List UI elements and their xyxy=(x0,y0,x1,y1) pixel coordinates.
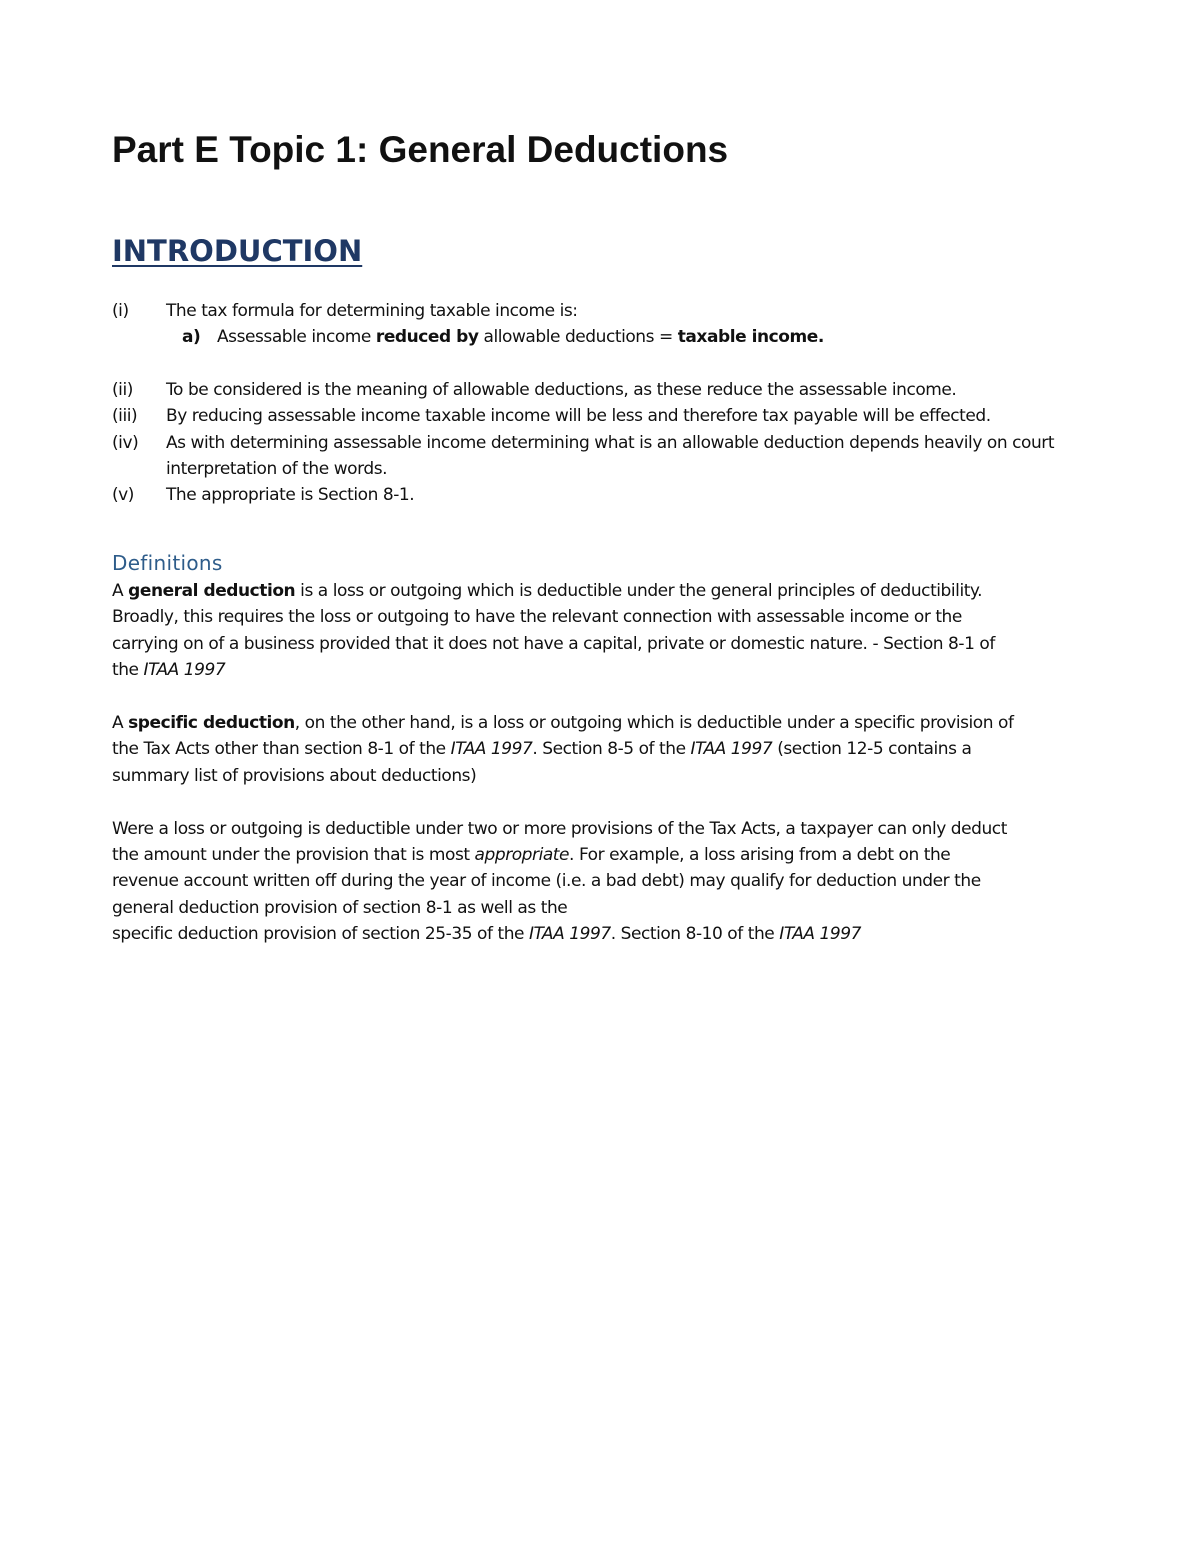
text-run: specific deduction provision of section 25-35 of the xyxy=(112,924,529,945)
list-item-number: (v) xyxy=(112,485,134,506)
text-line: Broadly, this requires the loss or outgoing to have the relevant connection with assessable income or the xyxy=(112,607,962,628)
list-item-text: By reducing assessable income taxable income will be less and therefore tax payable will be effected. xyxy=(166,406,991,427)
text-run: (section 12-5 contains a xyxy=(772,739,972,760)
list-item-text: As with determining assessable income determining what is an allowable deduction depends heavily on court interpretation of the words. xyxy=(166,432,1055,480)
list-item-text: The appropriate is Section 8-1. xyxy=(166,485,415,506)
list-item xyxy=(112,298,1082,324)
text-run: the amount under the provision that is most xyxy=(112,845,475,866)
text-run: A xyxy=(112,581,129,601)
list-item-number: (iv) xyxy=(112,432,139,453)
list-item xyxy=(112,403,1082,429)
italic-act-name: ITAA 1997 xyxy=(779,924,861,945)
text-run: . For example, a loss arising from a debt on the xyxy=(569,845,951,866)
paragraph-multiple-provisions xyxy=(112,816,1084,948)
definitions-body xyxy=(112,578,1084,948)
text-run: is a loss or outgoing which is deductible under the general principles of deductibility. xyxy=(295,581,983,601)
italic-act-name: ITAA 1997 xyxy=(528,924,611,945)
introduction-list xyxy=(112,298,1082,509)
text-line: summary list of provisions about deductions) xyxy=(112,765,477,786)
sub-item-text: allowable deductions = xyxy=(478,327,678,348)
list-item xyxy=(112,377,1082,403)
bold-term: specific deduction xyxy=(128,713,295,734)
introduction-heading: INTRODUCTION xyxy=(112,234,363,268)
sub-item-bold-text: taxable income. xyxy=(677,327,824,348)
text-line: revenue account written off during the year of income (i.e. a bad debt) may qualify for deduction under the xyxy=(112,871,981,892)
text-line: carrying on of a business provided that it does not have a capital, private or domestic nature. - Section 8-1 of xyxy=(112,633,995,654)
text-run: the xyxy=(112,660,144,681)
list-item-text: To be considered is the meaning of allowable deductions, as these reduce the assessable income. xyxy=(166,379,957,400)
bold-term: general deduction xyxy=(128,581,296,601)
sub-item-bold-text: reduced by xyxy=(375,327,479,348)
list-item-number: (iii) xyxy=(112,406,138,427)
italic-act-name: ITAA 1997 xyxy=(143,660,226,681)
text-line: general deduction provision of section 8-1 as well as the xyxy=(112,897,568,918)
text-line: Were a loss or outgoing is deductible under two or more provisions of the Tax Acts, a taxpayer can only deduct xyxy=(112,818,1007,839)
sub-list-item xyxy=(112,324,1082,350)
italic-act-name: ITAA 1997 xyxy=(690,739,773,760)
list-item xyxy=(112,430,1082,483)
paragraph-general-deduction xyxy=(112,578,1084,684)
page-title: Part E Topic 1: General Deductions xyxy=(112,129,729,170)
list-item xyxy=(112,482,1082,508)
list-item-number: (ii) xyxy=(112,379,133,400)
italic-term: appropriate xyxy=(474,845,570,866)
paragraph-specific-deduction xyxy=(112,710,1084,789)
text-run: . Section 8-10 of the xyxy=(610,924,780,945)
definitions-heading: Definitions xyxy=(112,551,223,575)
italic-act-name: ITAA 1997 xyxy=(450,739,533,760)
text-run: A xyxy=(112,713,129,734)
text-run: , on the other hand, is a loss or outgoing which is deductible under a specific provision of xyxy=(294,713,1014,734)
list-item-text: The tax formula for determining taxable income is: xyxy=(166,301,578,321)
text-run: . Section 8-5 of the xyxy=(532,739,691,760)
sub-item-text: Assessable income xyxy=(217,327,376,348)
text-run: the Tax Acts other than section 8-1 of the xyxy=(112,739,451,760)
list-item-number: (i) xyxy=(112,301,129,321)
sub-list-item-letter: a) xyxy=(182,327,201,348)
